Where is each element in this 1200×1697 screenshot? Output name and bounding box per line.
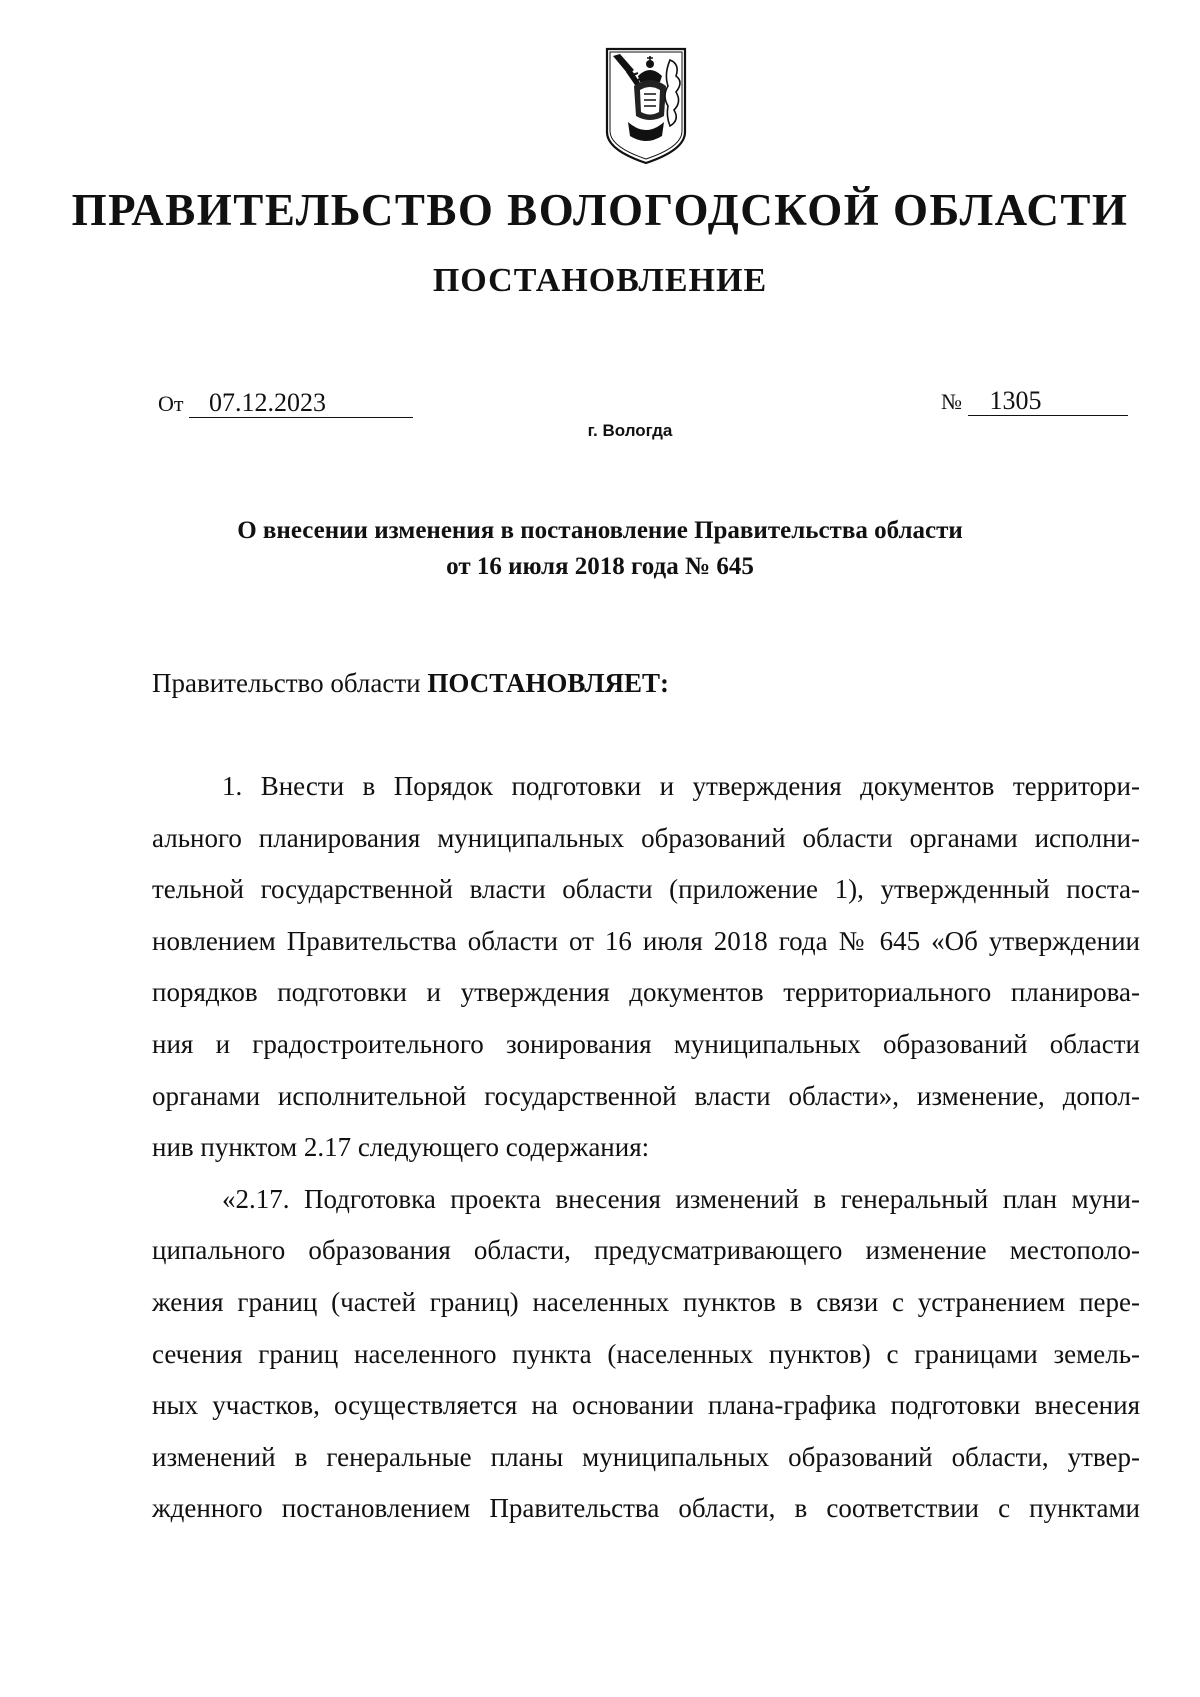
body-line: сечения границ населенного пункта (населенных пунктов) с границами земель- [152,1338,1140,1369]
document-date: 07.12.2023 [189,389,413,418]
document-type: ПОСТАНОВЛЕНИЕ [432,262,768,299]
subject-line: О внесении изменения в постановление Правительства области [237,517,963,544]
body-line: изменений в генеральные планы муниципальных образований области, утвер- [152,1441,1140,1472]
number-block [941,387,1128,416]
decree-statement [152,668,669,699]
body-line: новлением Правительства области от 16 июля 2018 года № 645 «Об утверждении [152,925,1140,956]
body-line: жденного постановлением Правительства области, в соответствии с пунктами [152,1493,1140,1524]
body-line: нив пунктом 2.17 следующего содержания: [152,1132,650,1163]
subject-line: от 16 июля 2018 года № 645 [446,553,754,580]
body-line: 1. Внести в Порядок подготовки и утверждения документов территори- [222,771,1140,801]
coat-of-arms-icon [604,46,688,166]
date-prefix: От [158,391,184,416]
date-block [158,389,413,418]
body-line: порядков подготовки и утверждения документов территориального планирова- [152,977,1140,1008]
organization-title: ПРАВИТЕЛЬСТВО ВОЛОГОДСКОЙ ОБЛАСТИ [71,185,1129,235]
body-text [152,761,1140,1535]
document-subject [100,513,1100,585]
body-line: жения границ (частей границ) населенных пунктов в связи с устранением пере- [152,1286,1140,1317]
body-line: «2.17. Подготовка проекта внесения изменений в генеральный план муни- [222,1183,1140,1214]
body-line: органами исполнительной государственной власти области», изменение, допол- [152,1080,1140,1111]
decree-verb: ПОСТАНОВЛЯЕТ: [427,668,669,698]
city-label: г. Вологда [587,421,673,440]
decree-prefix: Правительство области [152,668,428,698]
body-line: ния и градостроительного зонирования муниципальных образований области [152,1028,1140,1059]
document-number: 1305 [968,387,1128,416]
body-line: тельной государственной власти области (приложение 1), утвержденный поста- [152,874,1140,905]
body-line: ципального образования области, предусматривающего изменение местополо- [152,1235,1140,1266]
body-line: ального планирования муниципальных образований области органами исполни- [152,822,1140,853]
body-line: ных участков, осуществляется на основании плана-графика подготовки внесения [152,1390,1140,1421]
number-prefix: № [941,389,962,414]
